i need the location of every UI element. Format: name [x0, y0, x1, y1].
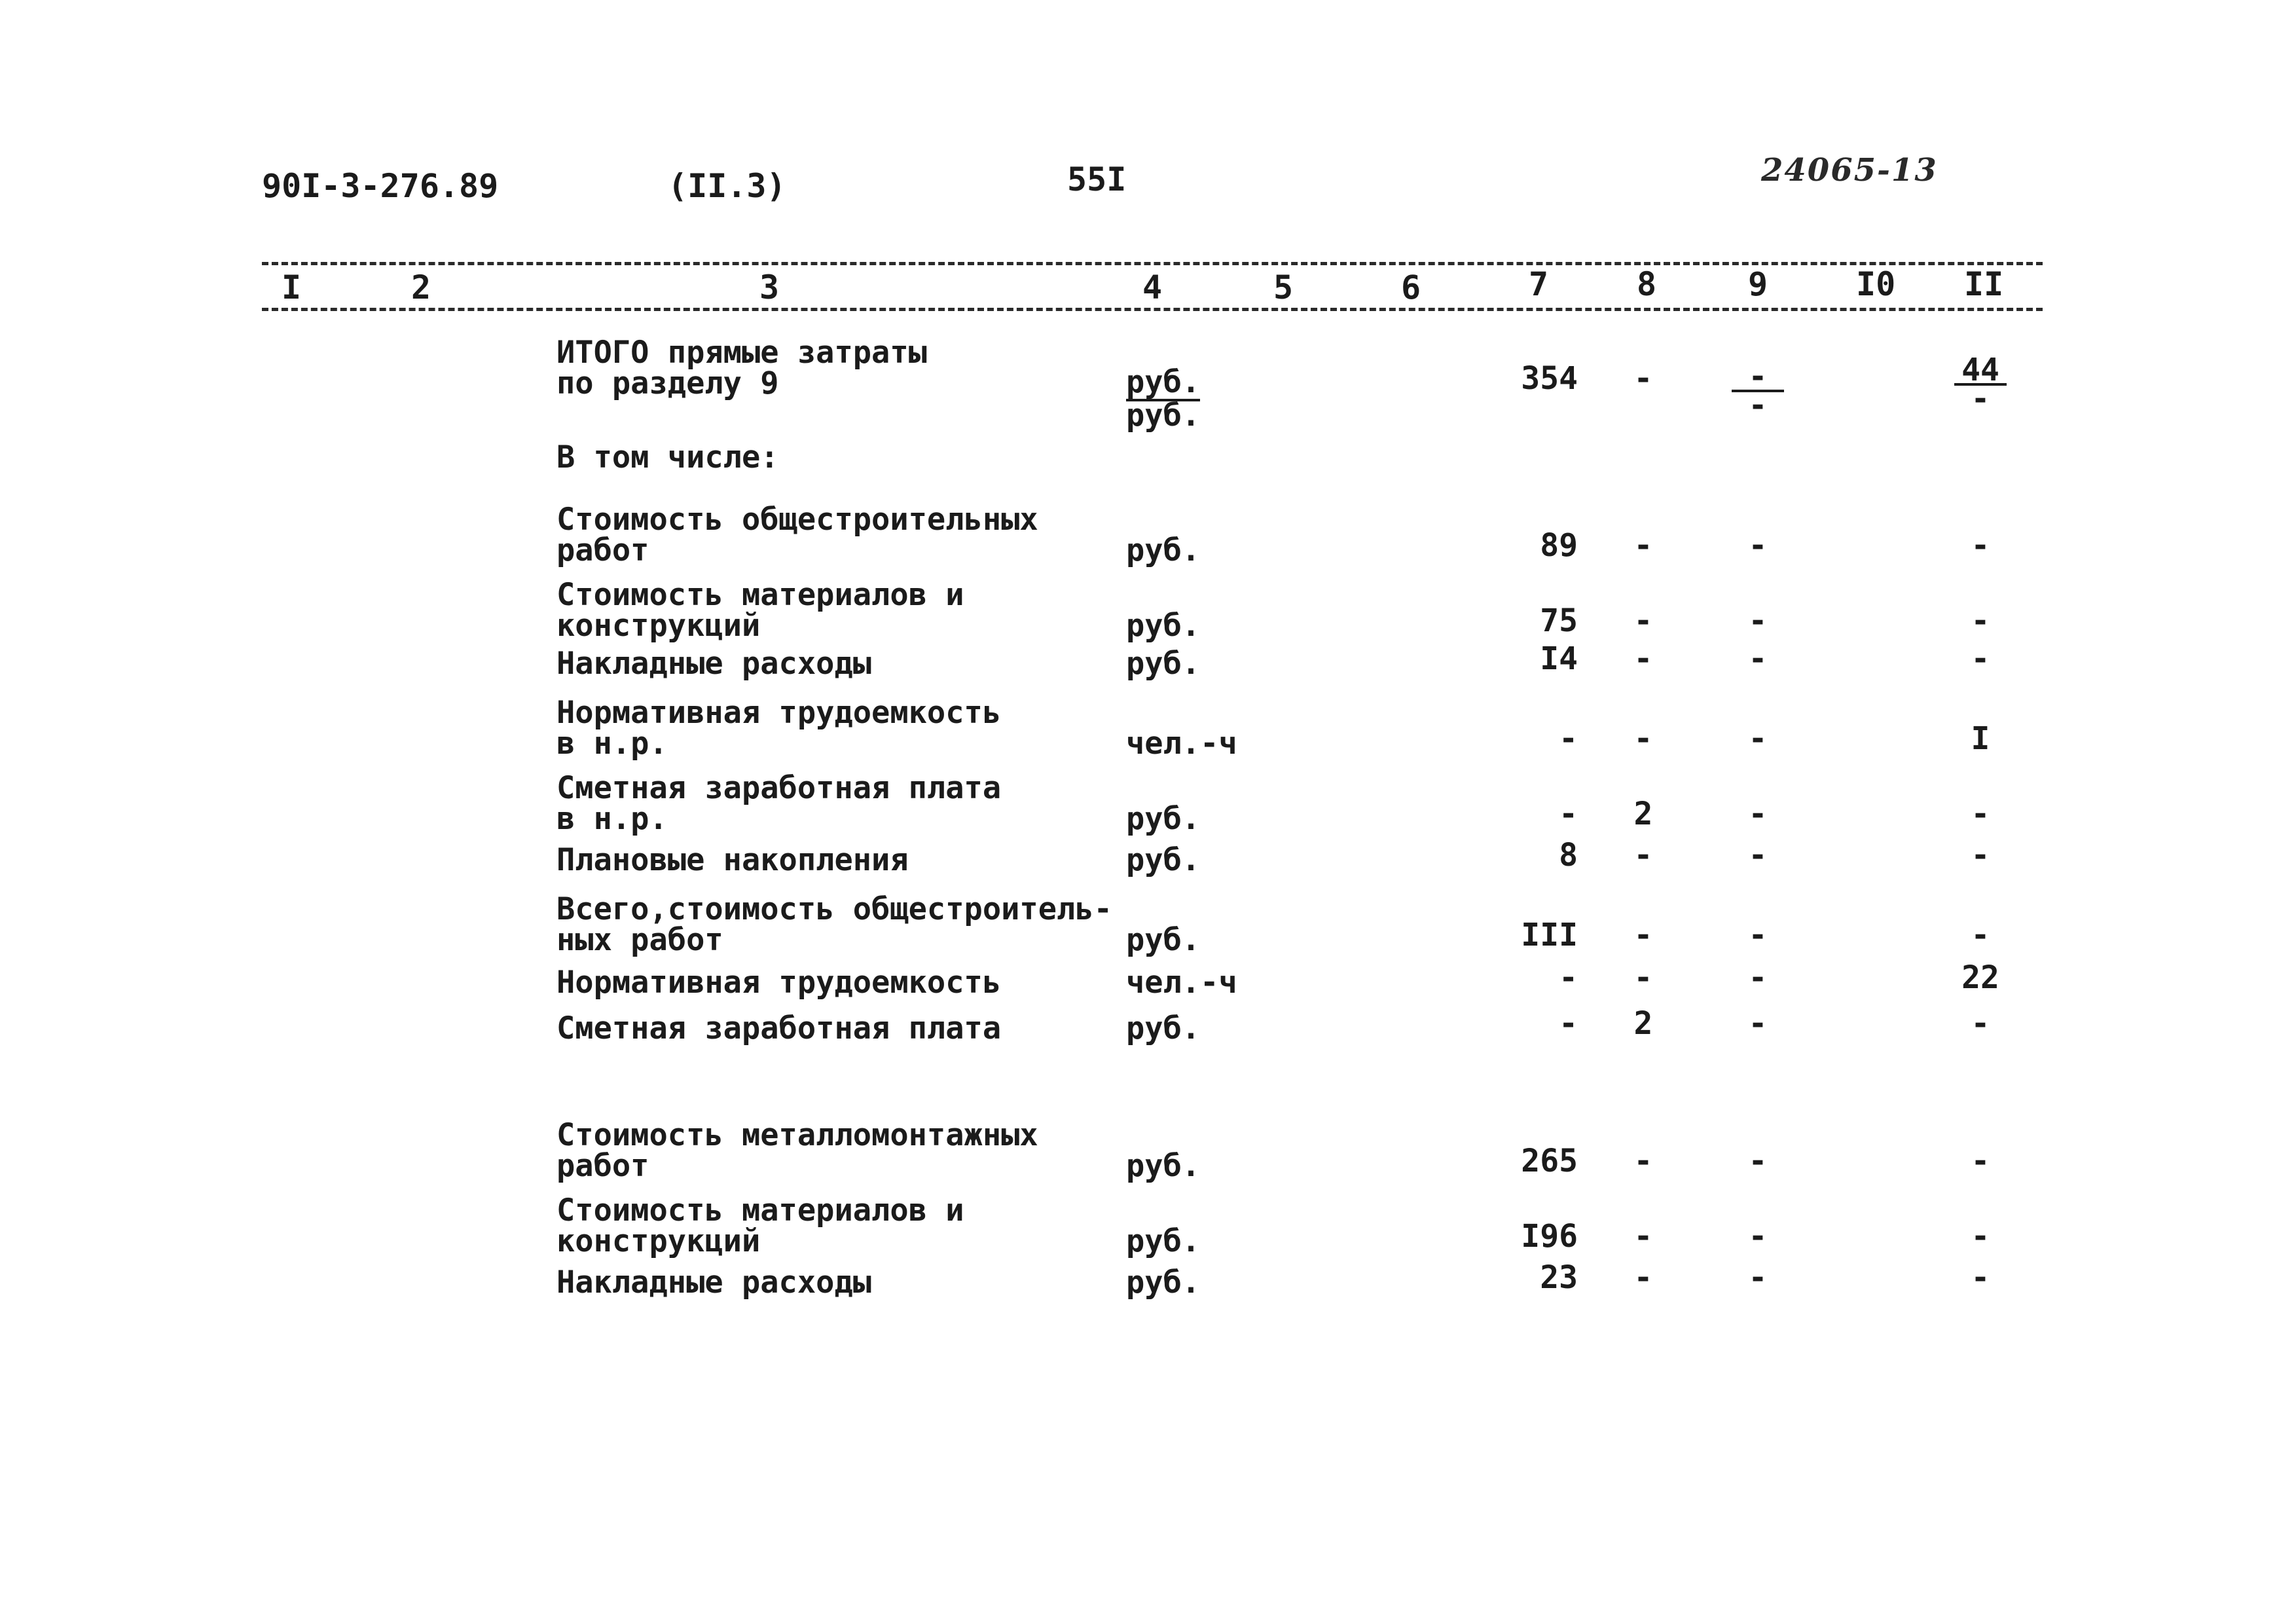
row-unit: чел.-ч — [1126, 726, 1237, 762]
row-col11: - — [1971, 1259, 1990, 1296]
total-col11-numerator: 44 — [1954, 357, 2007, 386]
total-col9 — [1728, 358, 1787, 424]
row-description — [556, 770, 1002, 837]
row-col7: 75 — [1540, 602, 1578, 639]
row-col11: - — [1971, 640, 1990, 677]
row-col8: 2 — [1633, 796, 1653, 832]
row-description-line1: Накладные расходы — [556, 1264, 872, 1301]
row-description — [556, 891, 1112, 958]
total-col11-denominator: - — [1971, 380, 1990, 417]
total-description — [556, 337, 927, 399]
row-col9: - — [1748, 720, 1768, 757]
total-unit-denominator: руб. — [1126, 397, 1201, 434]
row-unit: руб. — [1126, 1223, 1201, 1259]
row-description — [556, 1117, 1038, 1184]
row-col9: - — [1748, 1259, 1768, 1296]
row-col9: - — [1748, 796, 1768, 832]
row-col11: - — [1971, 796, 1990, 832]
column-number-10: I0 — [1856, 265, 1896, 303]
row-description — [556, 646, 872, 682]
row-description-line1: Всего,стоимость общестроитель- — [556, 891, 1112, 927]
total-unit — [1126, 364, 1201, 434]
handwritten-reference: 24065-13 — [1761, 152, 1938, 189]
row-col11: - — [1971, 1218, 1990, 1255]
total-col7: 354 — [1521, 360, 1578, 397]
subheading: В том числе: — [556, 439, 779, 475]
row-description — [556, 965, 1002, 1001]
column-number-8: 8 — [1637, 265, 1657, 303]
row-col7: III — [1521, 917, 1578, 953]
row-col9: - — [1748, 1005, 1768, 1042]
row-col8: - — [1633, 527, 1653, 564]
row-unit: руб. — [1126, 922, 1201, 958]
row-col9: - — [1748, 1143, 1768, 1179]
row-col8: - — [1633, 959, 1653, 996]
row-unit: руб. — [1126, 801, 1201, 837]
row-col7: 265 — [1521, 1143, 1578, 1179]
row-unit: руб. — [1126, 608, 1201, 644]
row-description-line1: Нормативная трудоемкость — [556, 695, 1002, 731]
row-col11: I — [1971, 720, 1990, 757]
row-description-line1: Сметная заработная плата — [556, 1010, 1002, 1046]
row-col7: - — [1559, 720, 1578, 757]
row-col8: - — [1633, 720, 1653, 757]
row-col8: - — [1633, 640, 1653, 677]
row-col11: 22 — [1961, 959, 1999, 996]
row-description-line1: Стоимость общестроительных — [556, 502, 1038, 538]
row-col9: - — [1748, 640, 1768, 677]
row-description — [556, 1264, 872, 1301]
row-col9: - — [1748, 959, 1768, 996]
row-description-line1: Стоимость металломонтажных — [556, 1117, 1038, 1153]
column-number-4: 4 — [1142, 268, 1163, 306]
row-description — [556, 695, 1002, 762]
row-col8: - — [1633, 1218, 1653, 1255]
row-col7: 89 — [1540, 527, 1578, 564]
row-unit: руб. — [1126, 1148, 1201, 1184]
document-code: 90I-3-276.89 — [262, 167, 499, 205]
column-number-11: II — [1964, 265, 2004, 303]
row-description-line2: работ — [556, 532, 649, 568]
row-description-line2: ных работ — [556, 922, 723, 958]
row-unit: чел.-ч — [1126, 965, 1237, 1001]
row-description-line2: конструкций — [556, 608, 761, 644]
total-col9-numerator: - — [1732, 363, 1784, 392]
row-col7: - — [1559, 796, 1578, 832]
column-number-5: 5 — [1273, 268, 1294, 306]
row-col11: - — [1971, 1005, 1990, 1042]
total-description-line2: по разделу 9 — [556, 365, 779, 401]
row-description-line2: работ — [556, 1148, 649, 1184]
section-number: (II.3) — [668, 167, 786, 205]
row-col7: 23 — [1540, 1259, 1578, 1296]
row-description-line2: в н.р. — [556, 801, 668, 837]
header-rule-top — [262, 262, 2043, 265]
row-description-line1: Нормативная трудоемкость — [556, 965, 1002, 1001]
row-description — [556, 1192, 964, 1259]
row-col8: 2 — [1633, 1005, 1653, 1042]
total-col9-denominator: - — [1748, 387, 1768, 424]
row-col11: - — [1971, 837, 1990, 874]
row-col8: - — [1633, 1143, 1653, 1179]
row-description-line2: конструкций — [556, 1223, 761, 1259]
row-unit: руб. — [1126, 1010, 1201, 1046]
row-col11: - — [1971, 1143, 1990, 1179]
column-number-2: 2 — [411, 268, 431, 306]
page-number: 55I — [1067, 160, 1127, 198]
row-col8: - — [1633, 917, 1653, 953]
row-unit: руб. — [1126, 532, 1201, 568]
row-col9: - — [1748, 1218, 1768, 1255]
row-description-line1: Сметная заработная плата — [556, 770, 1002, 806]
row-unit: руб. — [1126, 842, 1201, 878]
row-col7: I4 — [1540, 640, 1578, 677]
row-description-line2: в н.р. — [556, 726, 668, 762]
row-col7: I96 — [1521, 1218, 1578, 1255]
row-col8: - — [1633, 837, 1653, 874]
row-col11: - — [1971, 602, 1990, 639]
row-description-line1: Накладные расходы — [556, 646, 872, 682]
column-number-9: 9 — [1748, 265, 1768, 303]
row-description — [556, 577, 964, 644]
row-col8: - — [1633, 1259, 1653, 1296]
column-number-3: 3 — [759, 268, 780, 306]
row-col7: - — [1559, 959, 1578, 996]
total-description-line1: ИТОГО прямые затраты — [556, 335, 927, 371]
row-col9: - — [1748, 602, 1768, 639]
row-col8: - — [1633, 602, 1653, 639]
column-number-6: 6 — [1401, 268, 1421, 306]
row-col7: 8 — [1559, 837, 1578, 874]
header-rule-bottom — [262, 308, 2043, 311]
row-unit: руб. — [1126, 1264, 1201, 1301]
column-number-1: I — [282, 268, 302, 306]
row-col9: - — [1748, 527, 1768, 564]
total-unit-numerator: руб. — [1126, 364, 1201, 400]
row-description-line1: Стоимость материалов и — [556, 1192, 964, 1228]
row-col11: - — [1971, 527, 1990, 564]
row-col11: - — [1971, 917, 1990, 953]
row-description-line1: Стоимость материалов и — [556, 577, 964, 613]
row-col9: - — [1748, 837, 1768, 874]
row-col9: - — [1748, 917, 1768, 953]
row-description — [556, 504, 1038, 566]
total-col11 — [1944, 352, 2016, 417]
total-col8: - — [1633, 360, 1653, 397]
row-unit: руб. — [1126, 646, 1201, 682]
column-number-7: 7 — [1529, 265, 1549, 303]
row-col7: - — [1559, 1005, 1578, 1042]
row-description-line1: Плановые накопления — [556, 842, 909, 878]
row-description — [556, 1010, 1002, 1046]
row-description — [556, 842, 909, 878]
